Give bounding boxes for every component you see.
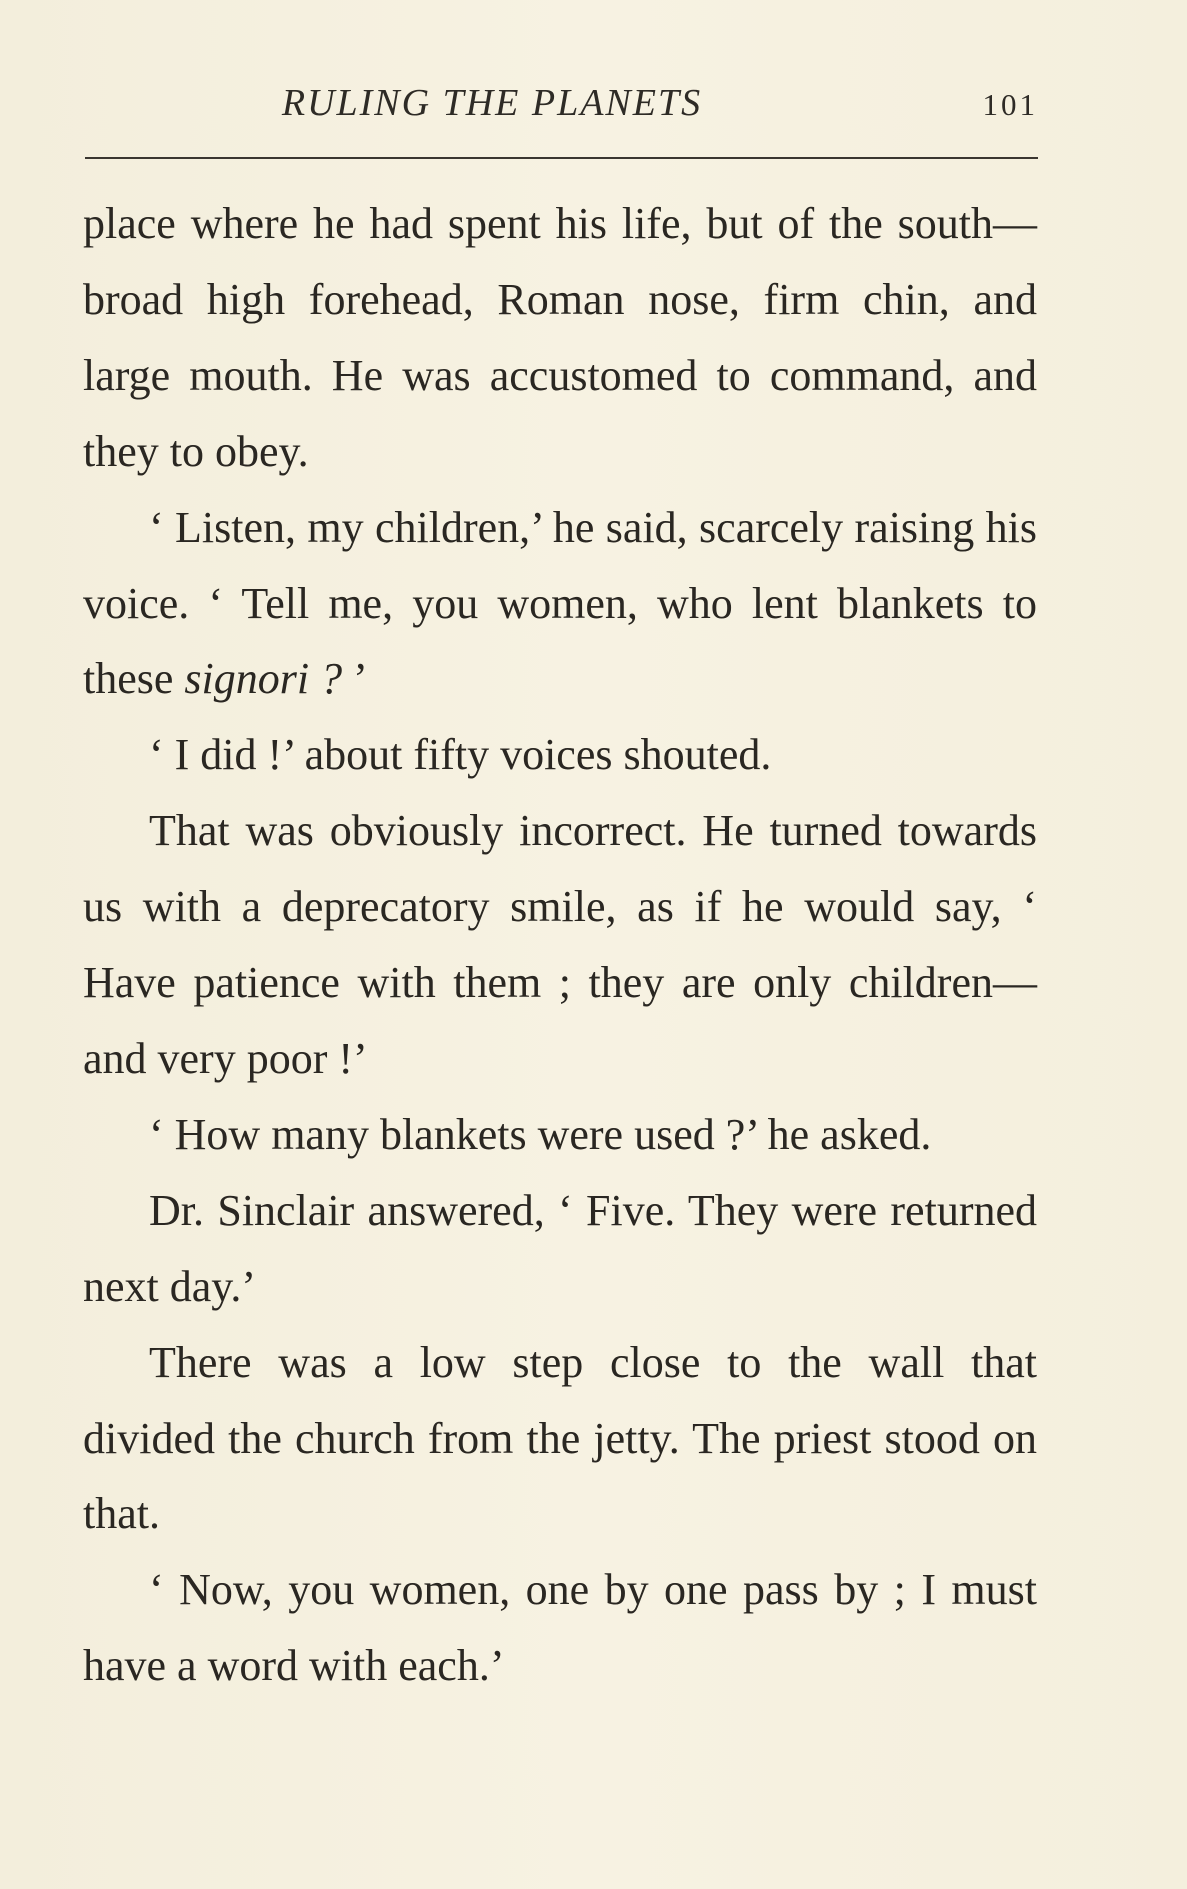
page-number: 101 bbox=[982, 87, 1038, 122]
paragraph bbox=[83, 490, 1037, 718]
paragraph: ‘ How many blankets were used ?’ he asked. bbox=[149, 1109, 932, 1159]
paragraph: ‘ I did !’ about fifty voices shouted. bbox=[149, 730, 772, 780]
running-title: RULING THE PLANETS bbox=[281, 82, 703, 124]
paragraph: Dr. Sinclair answered, ‘ Five. They were returned next day.’ bbox=[83, 1185, 1037, 1311]
running-head bbox=[82, 78, 1038, 128]
header-rule bbox=[85, 157, 1038, 159]
paragraph: place where he had spent his life, but of the south—broad high forehead, Roman nose, firm chin, and large mouth. He was accustomed to command, and they to obey. bbox=[83, 199, 1037, 476]
paragraph-text: ‘ Listen, my children,’ he said, scarcely raising his voice. ‘ Tell me, you women, who lent blankets to these bbox=[83, 502, 1037, 704]
italic-word: signori ? bbox=[184, 654, 343, 704]
paragraph-text: ’ bbox=[342, 654, 368, 704]
paragraph: There was a low step close to the wall that divided the church from the jetty. The priest stood on that. bbox=[83, 1337, 1037, 1539]
body-text bbox=[83, 186, 1037, 1704]
paragraph: ‘ Now, you women, one by one pass by ; I must have a word with each.’ bbox=[83, 1565, 1037, 1691]
paragraph: That was obviously incorrect. He turned towards us with a deprecatory smile, as if he would say, ‘ Have patience with them ; they are only children—and very poor !’ bbox=[83, 806, 1037, 1083]
